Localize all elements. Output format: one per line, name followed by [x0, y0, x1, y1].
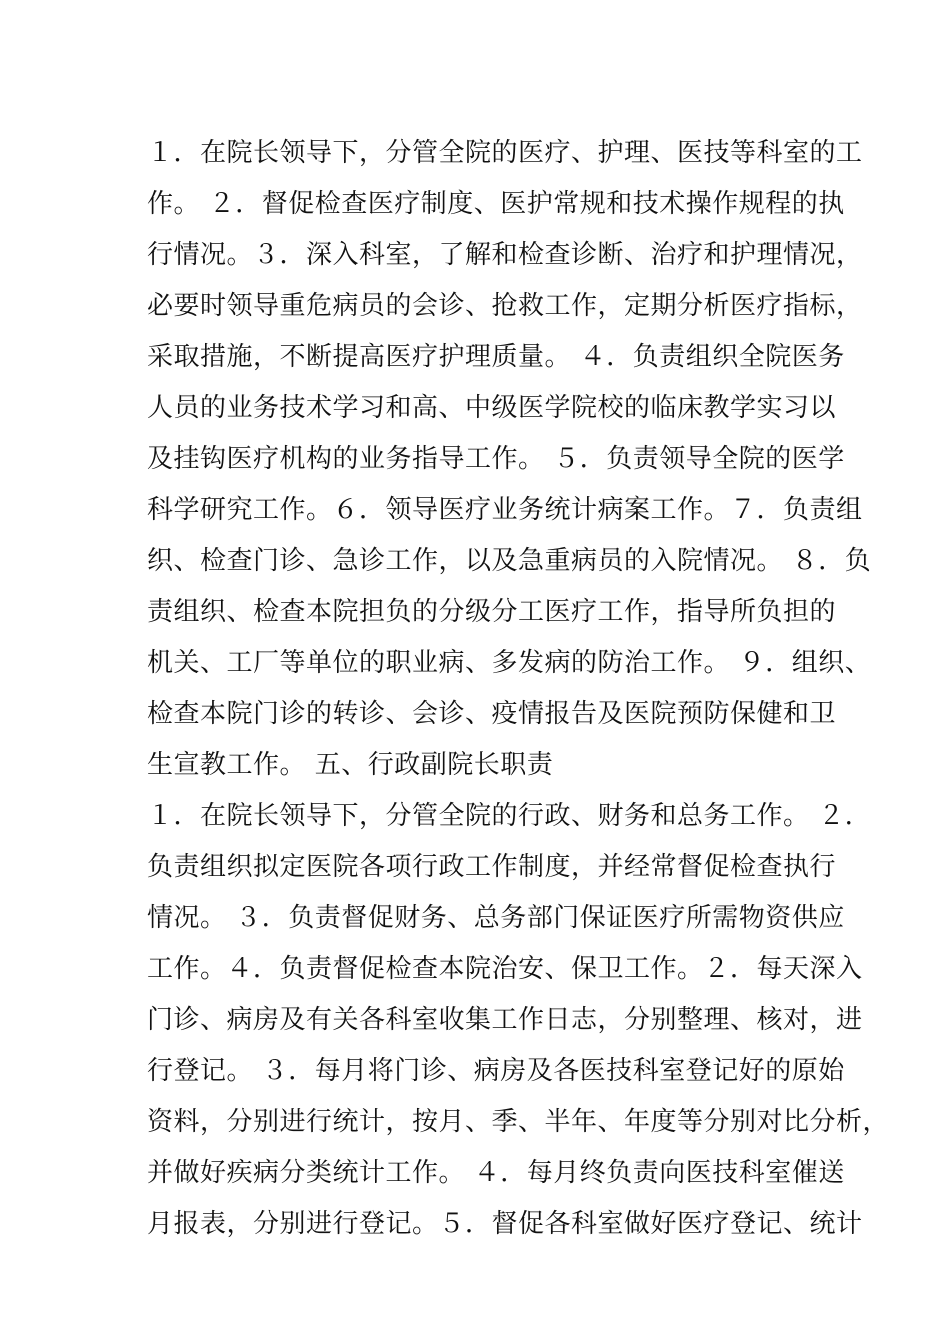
text-line: 工作。４．负责督促检查本院治安、保卫工作。２．每天深入	[147, 954, 863, 984]
text-line: 必要时领导重危病员的会诊、抢救工作，定期分析医疗指标，	[147, 291, 863, 321]
text-line: １．在院长领导下，分管全院的医疗、护理、医技等科室的工	[147, 138, 863, 168]
text-line: 责组织、检查本院担负的分级分工医疗工作，指导所负担的	[147, 597, 837, 627]
body-text	[147, 128, 890, 1250]
text-line: 及挂钩医疗机构的业务指导工作。 ５．负责领导全院的医学	[147, 444, 845, 474]
text-line: 门诊、病房及有关各科室收集工作日志，分别整理、核对，进	[147, 1005, 863, 1035]
text-line: １．在院长领导下，分管全院的行政、财务和总务工作。 ２．	[147, 801, 872, 831]
text-line: 并做好疾病分类统计工作。 ４．每月终负责向医技科室催送	[147, 1158, 845, 1188]
text-line: 月报表，分别进行登记。５．督促各科室做好医疗登记、统计	[147, 1209, 863, 1239]
text-line: 检查本院门诊的转诊、会诊、疫情报告及医院预防保健和卫	[147, 699, 837, 729]
text-line: 采取措施，不断提高医疗护理质量。 ４．负责组织全院医务	[147, 342, 845, 372]
text-line: 机关、工厂等单位的职业病、多发病的防治工作。 ９．组织、	[147, 648, 872, 678]
text-line: 情况。 ３．负责督促财务、总务部门保证医疗所需物资供应	[147, 903, 845, 933]
text-line: 科学研究工作。６．领导医疗业务统计病案工作。７．负责组	[147, 495, 863, 525]
text-line: 资料，分别进行统计，按月、季、半年、年度等分别对比分析，	[147, 1107, 890, 1137]
text-line: 行情况。３．深入科室，了解和检查诊断、治疗和护理情况，	[147, 240, 863, 270]
text-line: 织、检查门诊、急诊工作，以及急重病员的入院情况。 ８．负	[147, 546, 872, 576]
text-line: 负责组织拟定医院各项行政工作制度，并经常督促检查执行	[147, 852, 837, 882]
text-line: 行登记。 ３．每月将门诊、病房及各医技科室登记好的原始	[147, 1056, 845, 1086]
text-line: 作。 ２．督促检查医疗制度、医护常规和技术操作规程的执	[147, 189, 845, 219]
text-line: 人员的业务技术学习和高、中级医学院校的临床教学实习以	[147, 393, 837, 423]
section-heading-line: 生宣教工作。 五、行政副院长职责	[147, 750, 554, 780]
